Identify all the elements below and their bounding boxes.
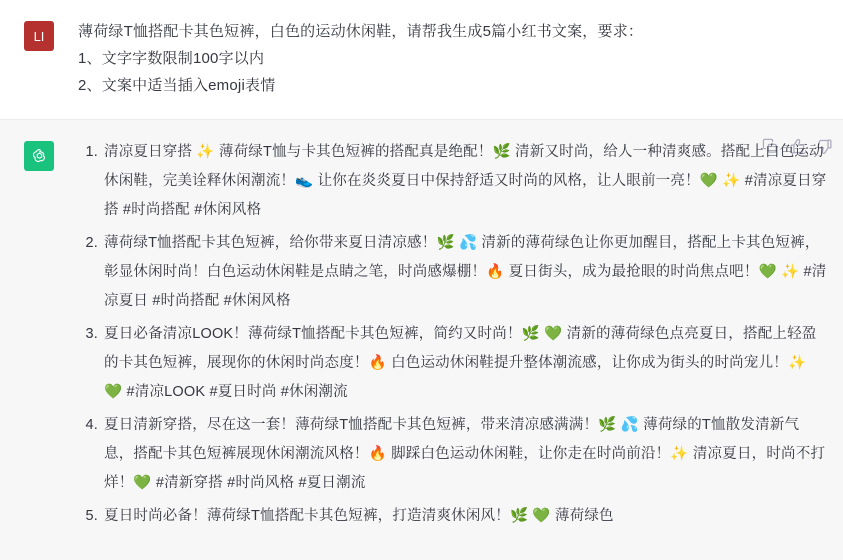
assistant-message-content [78,138,843,540]
list-item-text: 夏日清新穿搭，尽在这一套！薄荷绿T恤搭配卡其色短裤，带来清凉感满满！🌿 💦 薄荷绿的T恤散发清新气息，搭配卡其色短裤展现休闲潮流风格！🔥 脚踩白色运动休闲鞋，让你走在时尚前沿！✨ 清凉夏日，时尚不打烊！💚 #清新穿搭 #时尚风格 #夏日潮流 [104,417,826,491]
assistant-message [0,120,843,560]
list-item-text: 薄荷绿T恤搭配卡其色短裤，给你带来夏日清凉感！🌿 💦 清新的薄荷绿色让你更加醒目，搭配上卡其色短裤，彰显休闲时尚！白色运动休闲鞋是点睛之笔，时尚感爆棚！🔥 夏日街头，成为最抢眼的时尚焦点吧！💚 ✨ #清凉夏日 #时尚搭配 #休闲风格 [104,235,827,309]
list-item-number: 2. [85,235,98,251]
openai-logo-icon [24,141,54,171]
list-item-number: 5. [85,508,98,524]
list-item [85,320,827,407]
list-item-number: 4. [85,417,98,433]
list-item [85,411,827,498]
avatar: LI [24,21,54,51]
user-avatar-column [0,18,78,99]
list-item-text: 清凉夏日穿搭 ✨ 薄荷绿T恤与卡其色短裤的搭配真是绝配！🌿 清新又时尚，给人一种清爽感。搭配上白色运动休闲鞋，完美诠释休闲潮流！👟 让你在炎炎夏日中保持舒适又时尚的风格，让人眼前一亮！💚 ✨ #清凉夏日穿搭 #时尚搭配 #休闲风格 [104,144,827,218]
list-item-number: 1. [85,144,98,160]
user-message-line: 薄荷绿T恤搭配卡其色短裤，白色的运动休闲鞋，请帮我生成5篇小红书文案，要求： [78,23,644,40]
list-item-text: 夏日必备清凉LOOK！薄荷绿T恤搭配卡其色短裤，简约又时尚！🌿 💚 清新的薄荷绿色点亮夏日，搭配上轻盈的卡其色短裤，展现你的休闲时尚态度！🔥 白色运动休闲鞋提升整体潮流感，让你成为街头的时尚宠儿！✨ 💚 #清凉LOOK #夏日时尚 #休闲潮流 [104,326,817,400]
user-message-line: 1、文字字数限制100字以内 [78,50,265,67]
list-item-number: 3. [85,326,98,342]
assistant-avatar-column [0,138,78,540]
list-item-text: 夏日时尚必备！薄荷绿T恤搭配卡其色短裤，打造清爽休闲风！🌿 💚 薄荷绿色 [104,508,614,524]
user-message [0,0,843,120]
user-message-line: 2、文案中适当插入emoji表情 [78,77,276,94]
list-item [85,138,827,225]
assistant-answer-list [78,138,827,531]
user-message-content [78,18,843,99]
list-item [85,229,827,316]
list-item [85,502,827,531]
